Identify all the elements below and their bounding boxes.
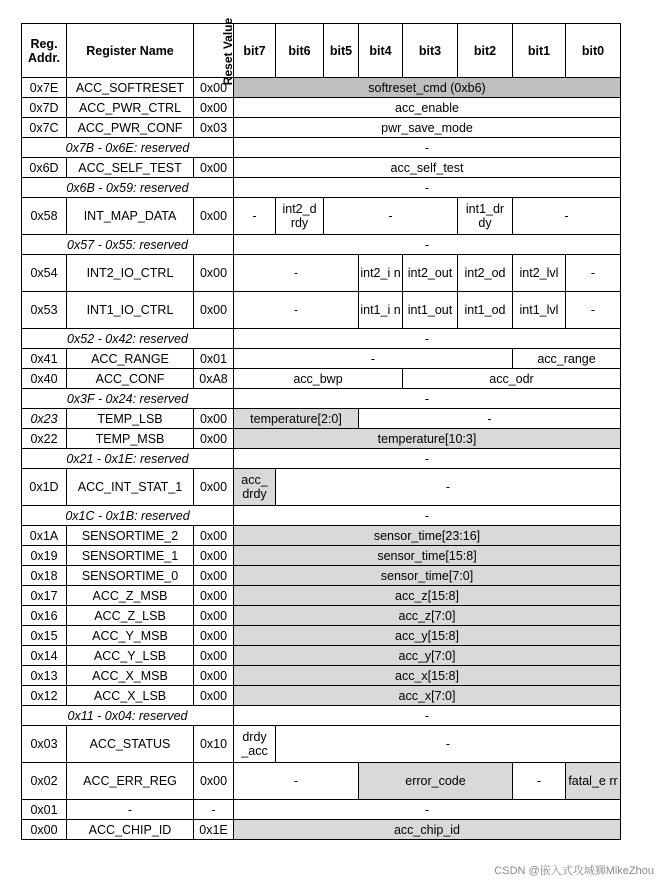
header-bit4: bit4 — [359, 24, 403, 78]
register-row — [22, 546, 621, 566]
register-name: ACC_Z_MSB — [67, 586, 194, 606]
register-row — [22, 646, 621, 666]
bit-field: int1_dr dy — [458, 198, 513, 235]
register-name: ACC_X_LSB — [67, 686, 194, 706]
bit-field: acc_chip_id — [234, 820, 621, 840]
register-reset-value: 0x00 — [194, 626, 234, 646]
header-bit1: bit1 — [513, 24, 566, 78]
header-register-name: Register Name — [67, 24, 194, 78]
bit-field: acc_z[7:0] — [234, 606, 621, 626]
register-row — [22, 429, 621, 449]
register-name: ACC_CONF — [67, 369, 194, 389]
watermark: CSDN @嵌入式攻城狮MikeZhou — [494, 865, 654, 877]
register-row — [22, 726, 621, 763]
register-row — [22, 800, 621, 820]
register-name: ACC_Z_LSB — [67, 606, 194, 626]
bit-field: int2_od — [458, 255, 513, 292]
header-row — [22, 24, 621, 78]
reserved-row — [22, 178, 621, 198]
bit-field: int1_od — [458, 292, 513, 329]
register-reset-value: 0x00 — [194, 469, 234, 506]
register-address: 0x18 — [22, 566, 67, 586]
header-reset-value — [194, 17, 236, 85]
bit-field: int2_d rdy — [276, 198, 324, 235]
register-reset-value: 0x1E — [194, 820, 234, 840]
reserved-range: 0x11 - 0x04: reserved — [22, 706, 234, 726]
register-row — [22, 292, 621, 329]
bit-field: int2_out — [403, 255, 458, 292]
register-row — [22, 686, 621, 706]
register-reset-value: 0x00 — [194, 98, 234, 118]
register-name: SENSORTIME_1 — [67, 546, 194, 566]
register-reset-value: 0x00 — [194, 429, 234, 449]
bit-field: - — [513, 198, 621, 235]
register-row — [22, 606, 621, 626]
register-row — [22, 158, 621, 178]
reserved-range: 0x57 - 0x55: reserved — [22, 235, 234, 255]
bit-field: - — [234, 198, 276, 235]
register-row — [22, 626, 621, 646]
header-bit7: bit7 — [234, 24, 276, 78]
register-reset-value: 0x00 — [194, 409, 234, 429]
bit-field: - — [234, 255, 359, 292]
register-address: 0x13 — [22, 666, 67, 686]
register-row — [22, 78, 621, 98]
register-reset-value: 0x00 — [194, 586, 234, 606]
register-row — [22, 586, 621, 606]
register-name: ACC_PWR_CONF — [67, 118, 194, 138]
register-row — [22, 763, 621, 800]
register-address: 0x23 — [22, 409, 67, 429]
register-address: 0x17 — [22, 586, 67, 606]
reserved-range: 0x7B - 0x6E: reserved — [22, 138, 234, 158]
register-address: 0x7E — [22, 78, 67, 98]
register-row — [22, 349, 621, 369]
register-name: INT_MAP_DATA — [67, 198, 194, 235]
reserved-row — [22, 389, 621, 409]
register-row — [22, 469, 621, 506]
bit-field: - — [566, 292, 621, 329]
register-name: ACC_SOFTRESET — [67, 78, 194, 98]
register-reset-value: 0x00 — [194, 606, 234, 626]
bit-field: int1_i n — [359, 292, 403, 329]
register-name: ACC_Y_LSB — [67, 646, 194, 666]
register-address: 0x16 — [22, 606, 67, 626]
register-address: 0x41 — [22, 349, 67, 369]
register-address: 0x54 — [22, 255, 67, 292]
register-address: 0x58 — [22, 198, 67, 235]
register-name: ACC_ERR_REG — [67, 763, 194, 800]
register-address: 0x19 — [22, 546, 67, 566]
bit-field: temperature[2:0] — [234, 409, 359, 429]
register-row — [22, 369, 621, 389]
bit-field: acc_ drdy — [234, 469, 276, 506]
register-reset-value: 0x00 — [194, 158, 234, 178]
register-row — [22, 198, 621, 235]
register-address: 0x01 — [22, 800, 67, 820]
register-reset-value: 0x00 — [194, 763, 234, 800]
bit-field: drdy _acc — [234, 726, 276, 763]
register-reset-value: 0x00 — [194, 686, 234, 706]
reserved-row — [22, 235, 621, 255]
header-reg-addr: Reg. Addr. — [22, 24, 67, 78]
register-reset-value: 0x00 — [194, 78, 234, 98]
bit-field: acc_y[7:0] — [234, 646, 621, 666]
header-bit3: bit3 — [403, 24, 458, 78]
register-address: 0x00 — [22, 820, 67, 840]
register-address: 0x22 — [22, 429, 67, 449]
bit-field: - — [234, 763, 359, 800]
register-address: 0x1D — [22, 469, 67, 506]
register-address: 0x1A — [22, 526, 67, 546]
bit-field: acc_y[15:8] — [234, 626, 621, 646]
register-row — [22, 526, 621, 546]
bit-field: softreset_cmd (0xb6) — [234, 78, 621, 98]
reserved-value: - — [234, 389, 621, 409]
bit-field: - — [234, 292, 359, 329]
register-reset-value: 0x03 — [194, 118, 234, 138]
bit-field: - — [566, 255, 621, 292]
register-row — [22, 98, 621, 118]
bit-field: temperature[10:3] — [234, 429, 621, 449]
register-address: 0x14 — [22, 646, 67, 666]
register-reset-value: 0x01 — [194, 349, 234, 369]
register-name: ACC_CHIP_ID — [67, 820, 194, 840]
register-reset-value: 0x10 — [194, 726, 234, 763]
register-name: ACC_STATUS — [67, 726, 194, 763]
register-reset-value: 0x00 — [194, 546, 234, 566]
header-bit0: bit0 — [566, 24, 621, 78]
register-name: SENSORTIME_0 — [67, 566, 194, 586]
register-reset-value: 0x00 — [194, 255, 234, 292]
register-name: SENSORTIME_2 — [67, 526, 194, 546]
bit-field: fatal_e rr — [566, 763, 621, 800]
register-reset-value: 0x00 — [194, 566, 234, 586]
bit-field: int1_out — [403, 292, 458, 329]
bit-field: sensor_time[15:8] — [234, 546, 621, 566]
bit-field: acc_x[15:8] — [234, 666, 621, 686]
reserved-range: 0x52 - 0x42: reserved — [22, 329, 234, 349]
register-address: 0x40 — [22, 369, 67, 389]
header-bit6: bit6 — [276, 24, 324, 78]
reserved-value: - — [234, 138, 621, 158]
register-name: ACC_X_MSB — [67, 666, 194, 686]
register-name: ACC_SELF_TEST — [67, 158, 194, 178]
reserved-range: 0x21 - 0x1E: reserved — [22, 449, 234, 469]
bit-field: sensor_time[23:16] — [234, 526, 621, 546]
header-bit5: bit5 — [324, 24, 359, 78]
bit-field: acc_x[7:0] — [234, 686, 621, 706]
header-reset-value-label: Reset Value — [221, 17, 236, 85]
reserved-row — [22, 506, 621, 526]
bit-field: acc_self_test — [234, 158, 621, 178]
reserved-value: - — [234, 235, 621, 255]
register-rows — [22, 78, 621, 840]
bit-field: acc_enable — [234, 98, 621, 118]
register-name: - — [67, 800, 194, 820]
register-address: 0x7D — [22, 98, 67, 118]
register-row — [22, 566, 621, 586]
bit-field: - — [513, 763, 566, 800]
register-row — [22, 666, 621, 686]
reserved-row — [22, 706, 621, 726]
register-name: TEMP_LSB — [67, 409, 194, 429]
register-reset-value: - — [194, 800, 234, 820]
register-address: 0x12 — [22, 686, 67, 706]
reserved-row — [22, 329, 621, 349]
bit-field: - — [324, 198, 458, 235]
bit-field: int1_lvl — [513, 292, 566, 329]
bit-field: - — [276, 469, 621, 506]
register-address: 0x6D — [22, 158, 67, 178]
register-name: ACC_RANGE — [67, 349, 194, 369]
register-address: 0x53 — [22, 292, 67, 329]
reserved-value: - — [234, 706, 621, 726]
bit-field: acc_z[15:8] — [234, 586, 621, 606]
bit-field: - — [276, 726, 621, 763]
register-name: INT1_IO_CTRL — [67, 292, 194, 329]
register-reset-value: 0x00 — [194, 646, 234, 666]
register-map-table — [21, 17, 621, 840]
reserved-range: 0x1C - 0x1B: reserved — [22, 506, 234, 526]
bit-field: error_code — [359, 763, 513, 800]
bit-field: acc_range — [513, 349, 621, 369]
bit-field: - — [359, 409, 621, 429]
register-name: INT2_IO_CTRL — [67, 255, 194, 292]
register-row — [22, 118, 621, 138]
register-address: 0x02 — [22, 763, 67, 800]
register-reset-value: 0x00 — [194, 198, 234, 235]
register-reset-value: 0x00 — [194, 292, 234, 329]
reserved-range: 0x3F - 0x24: reserved — [22, 389, 234, 409]
bit-field: - — [234, 800, 621, 820]
bit-field: acc_odr — [403, 369, 621, 389]
register-row — [22, 820, 621, 840]
register-row — [22, 255, 621, 292]
register-name: ACC_INT_STAT_1 — [67, 469, 194, 506]
register-name: TEMP_MSB — [67, 429, 194, 449]
register-reset-value: 0x00 — [194, 526, 234, 546]
register-name: ACC_PWR_CTRL — [67, 98, 194, 118]
register-reset-value: 0xA8 — [194, 369, 234, 389]
header-bit2: bit2 — [458, 24, 513, 78]
bit-field: - — [234, 349, 513, 369]
register-reset-value: 0x00 — [194, 666, 234, 686]
reserved-value: - — [234, 449, 621, 469]
reserved-value: - — [234, 506, 621, 526]
bit-field: int2_i n — [359, 255, 403, 292]
reserved-value: - — [234, 329, 621, 349]
register-address: 0x15 — [22, 626, 67, 646]
reserved-range: 0x6B - 0x59: reserved — [22, 178, 234, 198]
register-row — [22, 409, 621, 429]
register-name: ACC_Y_MSB — [67, 626, 194, 646]
register-address: 0x03 — [22, 726, 67, 763]
reserved-row — [22, 449, 621, 469]
register-address: 0x7C — [22, 118, 67, 138]
bit-field: sensor_time[7:0] — [234, 566, 621, 586]
bit-field: pwr_save_mode — [234, 118, 621, 138]
bit-field: acc_bwp — [234, 369, 403, 389]
reserved-row — [22, 138, 621, 158]
bit-field: int2_lvl — [513, 255, 566, 292]
reserved-value: - — [234, 178, 621, 198]
